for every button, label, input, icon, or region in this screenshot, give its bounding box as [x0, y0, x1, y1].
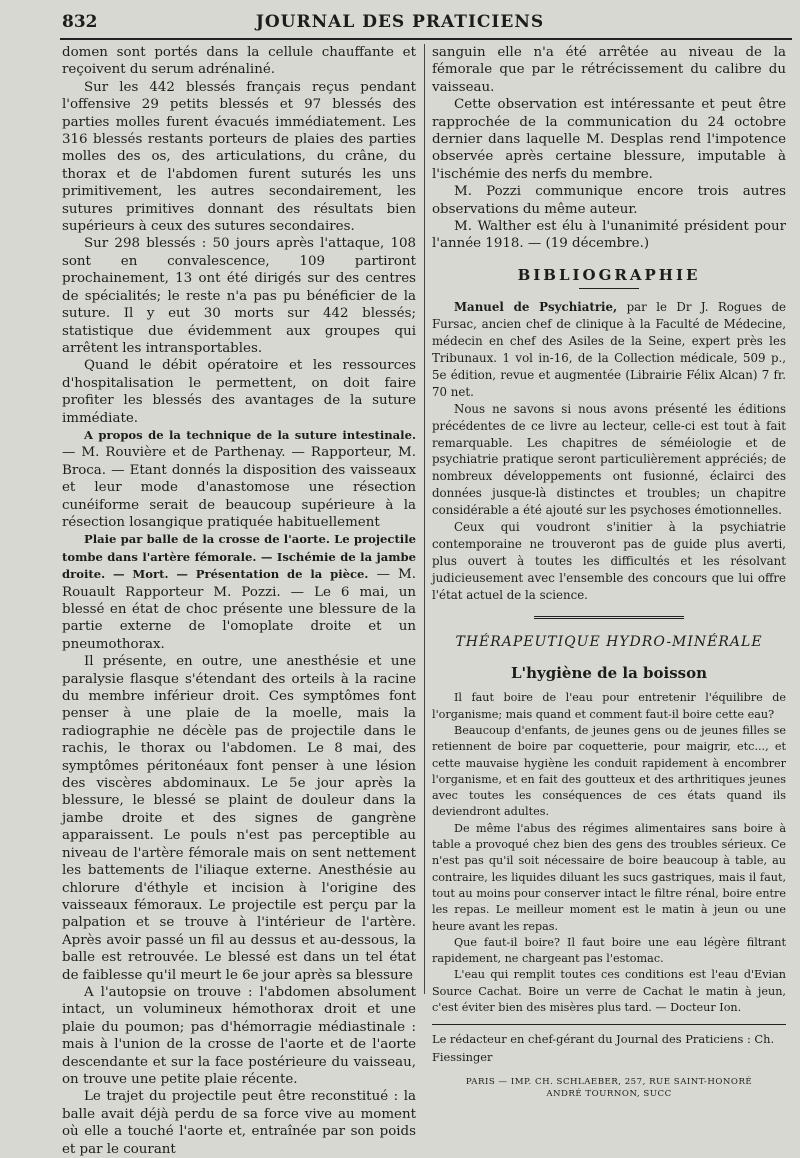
column-divider: [424, 44, 425, 994]
paragraph: [62, 357, 416, 427]
paragraph-text: Cette observation est intéressante et peut être rapprochée de la communication du 24 octobre dernier dans laquelle M. Desplas rend l'impotence observée après certaine blessure, imputable à l'ischémie des nerfs du membre.: [432, 97, 786, 182]
therapy-paragraph: Beaucoup d'enfants, de jeunes gens ou de jeunes filles se retiennent de boire par coquetterie, pour maigrir, etc..., et cette mauvaise hygiène les conduit rapidement à encombrer l'organisme, et en fait des goutteux et des arthritiques jeunes avec toutes les conséquences de ces états quand ils deviendront adultes.: [432, 724, 786, 819]
paragraph: [62, 235, 416, 357]
report-continuation: [432, 44, 786, 253]
section-heading: A propos de la technique de la suture intestinale.: [84, 427, 416, 442]
printer-imprint: [432, 1076, 786, 1100]
bibliography-rule: [579, 288, 639, 289]
paragraph: [432, 44, 786, 96]
paragraph-text: Sur 298 blessés : 50 jours après l'attaque, 108 sont en convalescence, 109 partiront prochainement, 13 ont été dirigés sur des centres de spécialités; le reste n'a pas pu bénéficier de la suture. Il y eut 30 morts sur 442 blessés; statistique due évidemment aux groupes qui arrêtent les intransportables.: [62, 236, 416, 356]
review-paragraph: Ceux qui voudront s'initier à la psychiatrie contemporaine ne trouveront pas de guide plus averti, plus ouvert à toutes les difficultés et les résolvant judicieusement avec l'ensemble des concours que lui offre l'état actuel de la science.: [432, 520, 786, 602]
paragraph-text: — M. Rouault Rapporteur M. Pozzi. — Le 6 mai, un blessé en état de choc présente une blessure de la partie externe de l'omoplate droite et un pneumothorax.: [62, 567, 417, 652]
paragraph-text: sanguin elle n'a été arrêtée au niveau de la fémorale que par le rétrécissement du calibre du vaisseau.: [432, 45, 786, 95]
header-rule: [60, 38, 792, 40]
therapy-paragraph: De même l'abus des régimes alimentaires sans boire à table a provoqué chez bien des gens des troubles sérieux. Ce n'est pas qu'il soit nécessaire de boire beaucoup à table, au contraire, les liquides diluant les sucs gastriques, mais il faut, tout au moins pour conserver intact le filtre rénal, boire entre les repas. Le meilleur moment est le matin à jeun ou une heure avant les repas.: [432, 821, 786, 933]
therapy-section-title: THÉRAPEUTIQUE HYDRO-MINÉRALE: [455, 633, 763, 650]
paragraph: [432, 96, 786, 183]
page-header: [0, 0, 800, 40]
paragraph: [62, 44, 416, 79]
paragraph: [62, 427, 416, 531]
paragraph: [62, 531, 416, 653]
article-title: L'hygiène de la boisson: [510, 664, 708, 682]
paragraph-text: Le trajet du projectile peut être reconstitué : la balle avait déjà perdu de sa force vive au moment où elle a touché l'aorte et, entraînée par son poids et par le courant: [62, 1089, 416, 1157]
printer-line: PARIS — IMP. CH. SCHLAEBER, 257, RUE SAINT-HONORÉ: [465, 1077, 753, 1088]
paragraph: [432, 218, 786, 253]
paragraph: [432, 183, 786, 218]
paragraph-text: — M. Rouvière et de Parthenay. — Rapporteur, M. Broca. — Etant donnés la disposition des vaisseaux et leur mode d'anastomose une résection cunéiforme serait de beaucoup supérieure à la résection losangique pratiquée habituellement: [62, 445, 416, 530]
paragraph-text: domen sont portés dans la cellule chauffante et reçoivent du serum adrénaliné.: [62, 45, 416, 78]
right-column: [432, 44, 786, 1100]
review-paragraph: Nous ne savons si nous avons présenté les éditions précédentes de ce livre au lecteur, celle-ci est tout à fait remarquable. Les chapitres de séméiologie et de psychiatrie pratique seront particulièrement appréciés; de nombreux développements ont fusionné, éclairci des données jusque-là distinctes et troubles; un chapitre considérable a été ajouté sur les psychoses émotionnelles.: [432, 401, 786, 518]
book-details: par le Dr J. Rogues de Fursac, ancien chef de clinique à la Faculté de Médecine, médecin en chef des Asiles de la Seine, expert près les Tribunaux. 1 vol in-16, de la Collection médicale, 509 p., 5e édition, revue et augmentée (Librairie Félix Alcan) 7 fr. 70 net.: [432, 300, 786, 399]
therapy-paragraph: L'eau qui remplit toutes ces conditions est l'eau d'Evian Source Cachat. Boire un verre de Cachat le matin à jeun, c'est éviter bien des misères plus tard. — Docteur Ion.: [432, 968, 786, 1015]
journal-title: JOURNAL DES PRATICIENS: [255, 12, 545, 32]
left-column: [62, 44, 416, 1158]
section-heading: Plaie par balle de la crosse de l'aorte. Le projectile tombe dans l'artère fémorale. — Ischémie de la jambe droite. — Mort. — Présentation de la pièce.: [62, 532, 416, 582]
paragraph: [62, 79, 416, 236]
paragraph: [62, 1088, 416, 1158]
book-title: Manuel de Psychiatrie,: [454, 300, 618, 315]
section-double-rule: [534, 616, 684, 622]
paragraph-text: M. Walther est élu à l'unanimité président pour l'année 1918. — (19 décembre.): [432, 219, 786, 252]
paragraph-text: A l'autopsie on trouve : l'abdomen absolument intact, un volumineux hémothorax droit et une plaie du poumon; pas d'hémorragie médiastinale : mais à l'union de la crosse de l'aorte et de l'aorte descendante et sur la face postérieure du vaisseau, on trouve une petite plaie récente.: [62, 984, 416, 1087]
paragraph-text: Quand le débit opératoire et les ressources d'hospitalisation le permettent, on doit faire profiter les blessés des avantages de la suture immédiate.: [62, 358, 416, 426]
bibliography-title: BIBLIOGRAPHIE: [517, 265, 701, 284]
therapy-paragraph: Il faut boire de l'eau pour entretenir l'équilibre de l'organisme; mais quand et comment faut-il boire cette eau?: [432, 691, 786, 721]
paragraph: [62, 984, 416, 1088]
editor-credit: Le rédacteur en chef-gérant du Journal des Praticiens : Ch. Fiessinger: [432, 1024, 786, 1066]
paragraph-text: M. Pozzi communique encore trois autres observations du même auteur.: [432, 184, 786, 217]
paragraph: [62, 653, 416, 984]
therapy-article: [432, 690, 786, 1016]
bibliography-section: [432, 299, 786, 603]
page-number: 832: [62, 12, 98, 32]
paragraph-text: Sur les 442 blessés français reçus pendant l'offensive 29 petits blessés et 97 blessés des parties molles furent évacués immédiatement. Les 316 blessés restants porteurs de plaies des parties molles des os, des articulations, du crâne, du thorax et de l'abdomen furent suturés les uns primitivement, les autres secondairement, les sutures primitives donnant des résultats bien supérieurs à ceux des sutures secondaires.: [62, 79, 416, 235]
therapy-paragraph: Que faut-il boire? Il faut boire une eau légère filtrant rapidement, ne chargeant pas l'estomac.: [432, 935, 786, 966]
printer-line: ANDRÉ TOURNON, SUCC: [546, 1089, 672, 1100]
paragraph-text: Il présente, en outre, une anesthésie et une paralysie flasque s'étendant des orteils à la racine du membre inférieur droit. Ces symptômes font penser à une plaie de la moelle, mais la radiographie ne décèle pas de projectile dans le rachis, le thorax ou l'abdomen. Le 8 mai, des symptômes péritonéaux font penser à une lésion des viscères abdominaux. Le 5e jour après la blessure, le blessé se plaint de douleur dans la jambe droite et des signes de gangrène apparaissent. Le pouls n'est pas perceptible au niveau de l'artère fémorale mais on sent nettement les battements de l'iliaque externe. Anesthésie au chlorure d'éthyle et incision à l'origine des vaisseaux fémoraux. Le projectile est perçu par la palpation et se trouve à l'intérieur de l'artère. Après avoir passé un fil au dessus et au-dessous, la balle est retrouvée. Le blessé est dans un tel état de faiblesse qu'il meurt le 6e jour après sa blessure: [62, 654, 416, 983]
